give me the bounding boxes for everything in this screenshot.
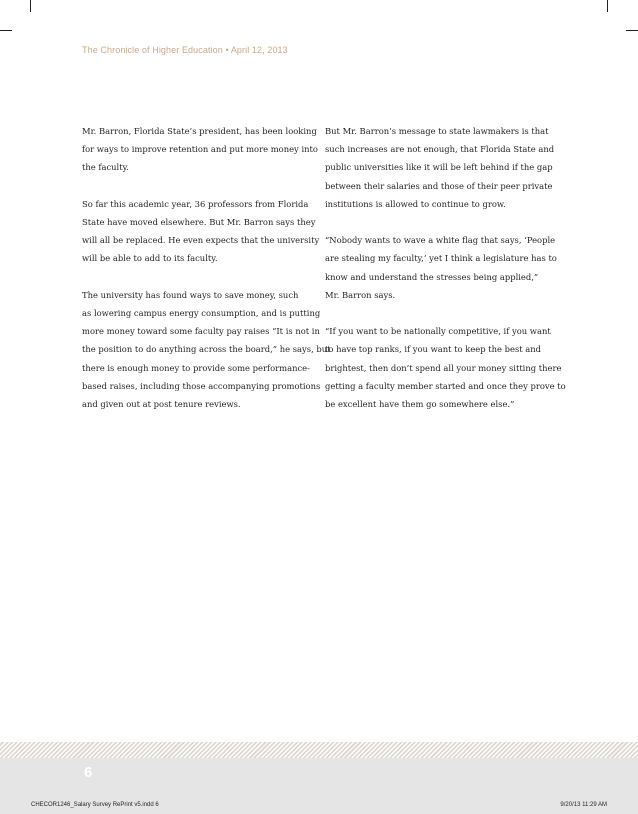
- text-line: know and understand the stresses being applied,”: [325, 271, 539, 282]
- text-line: “If you want to be nationally competitive, if you want: [325, 326, 551, 337]
- text-line: and given out at post tenure reviews.: [82, 399, 241, 410]
- slug-file-info: CHECOR1246_Salary Survey RePrint v5.indd 6: [31, 802, 159, 808]
- text-line: to have top ranks, if you want to keep the best and: [325, 344, 542, 355]
- running-head: The Chronicle of Higher Education • April 12, 2013: [82, 45, 288, 55]
- text-line: Mr. Barron, Florida State’s president, has been looking: [82, 126, 317, 136]
- text-line: Mr. Barron says.: [325, 289, 396, 300]
- right-column: [325, 122, 566, 431]
- crop-mark-top-left-horizontal: [0, 30, 12, 31]
- text-line: public universities like it will be left behind if the gap: [325, 162, 553, 173]
- text-line: as lowering campus energy consumption, and is putting: [82, 308, 321, 318]
- paragraph: [82, 122, 318, 177]
- slug-timestamp: 9/20/13 11:29 AM: [560, 802, 607, 808]
- text-line: such increases are not enough, that Florida State and: [325, 144, 555, 155]
- text-line: institutions is allowed to continue to grow.: [325, 198, 506, 209]
- footer-hatch-pattern: [0, 742, 638, 758]
- paragraph: [325, 122, 555, 213]
- paragraph: [82, 286, 331, 413]
- text-line: the faculty.: [82, 162, 129, 173]
- text-line: State have moved elsewhere. But Mr. Barron says they: [82, 217, 316, 227]
- text-line: The university has found ways to save money, such: [82, 289, 299, 300]
- text-line: So far this academic year, 36 professors from Florida: [82, 198, 309, 209]
- text-line: are stealing my faculty,’ yet I think a legislature has to: [325, 253, 557, 264]
- paragraph: [325, 231, 557, 304]
- text-line: more money toward some faculty pay raises “It is not in: [82, 326, 320, 337]
- text-line: brightest, then don’t spend all your money sitting there: [325, 362, 562, 373]
- crop-mark-top-right-vertical: [607, 0, 608, 12]
- text-line: “Nobody wants to wave a white flag that says, ‘People: [325, 235, 556, 246]
- text-line: there is enough money to provide some performance-: [82, 362, 310, 373]
- paragraph: [82, 195, 320, 268]
- crop-mark-top-right-horizontal: [626, 30, 638, 31]
- page-number: 6: [84, 764, 93, 781]
- crop-mark-top-left-vertical: [30, 0, 31, 12]
- text-line: the position to do anything across the board,” he says, but: [82, 344, 331, 355]
- text-line: will be able to add to its faculty.: [82, 253, 218, 264]
- text-line: be excellent have them go somewhere else.”: [325, 399, 515, 410]
- left-column: [82, 122, 331, 431]
- text-line: But Mr. Barron’s message to state lawmakers is that: [325, 126, 549, 136]
- text-line: based raises, including those accompanying promotions: [82, 380, 321, 391]
- text-line: getting a faculty member started and once they prove to: [325, 380, 566, 391]
- text-line: between their salaries and those of their peer private: [325, 180, 553, 191]
- text-line: will all be replaced. He even expects that the university: [82, 235, 320, 246]
- paragraph: [325, 322, 566, 413]
- text-line: for ways to improve retention and put more money into: [82, 144, 318, 155]
